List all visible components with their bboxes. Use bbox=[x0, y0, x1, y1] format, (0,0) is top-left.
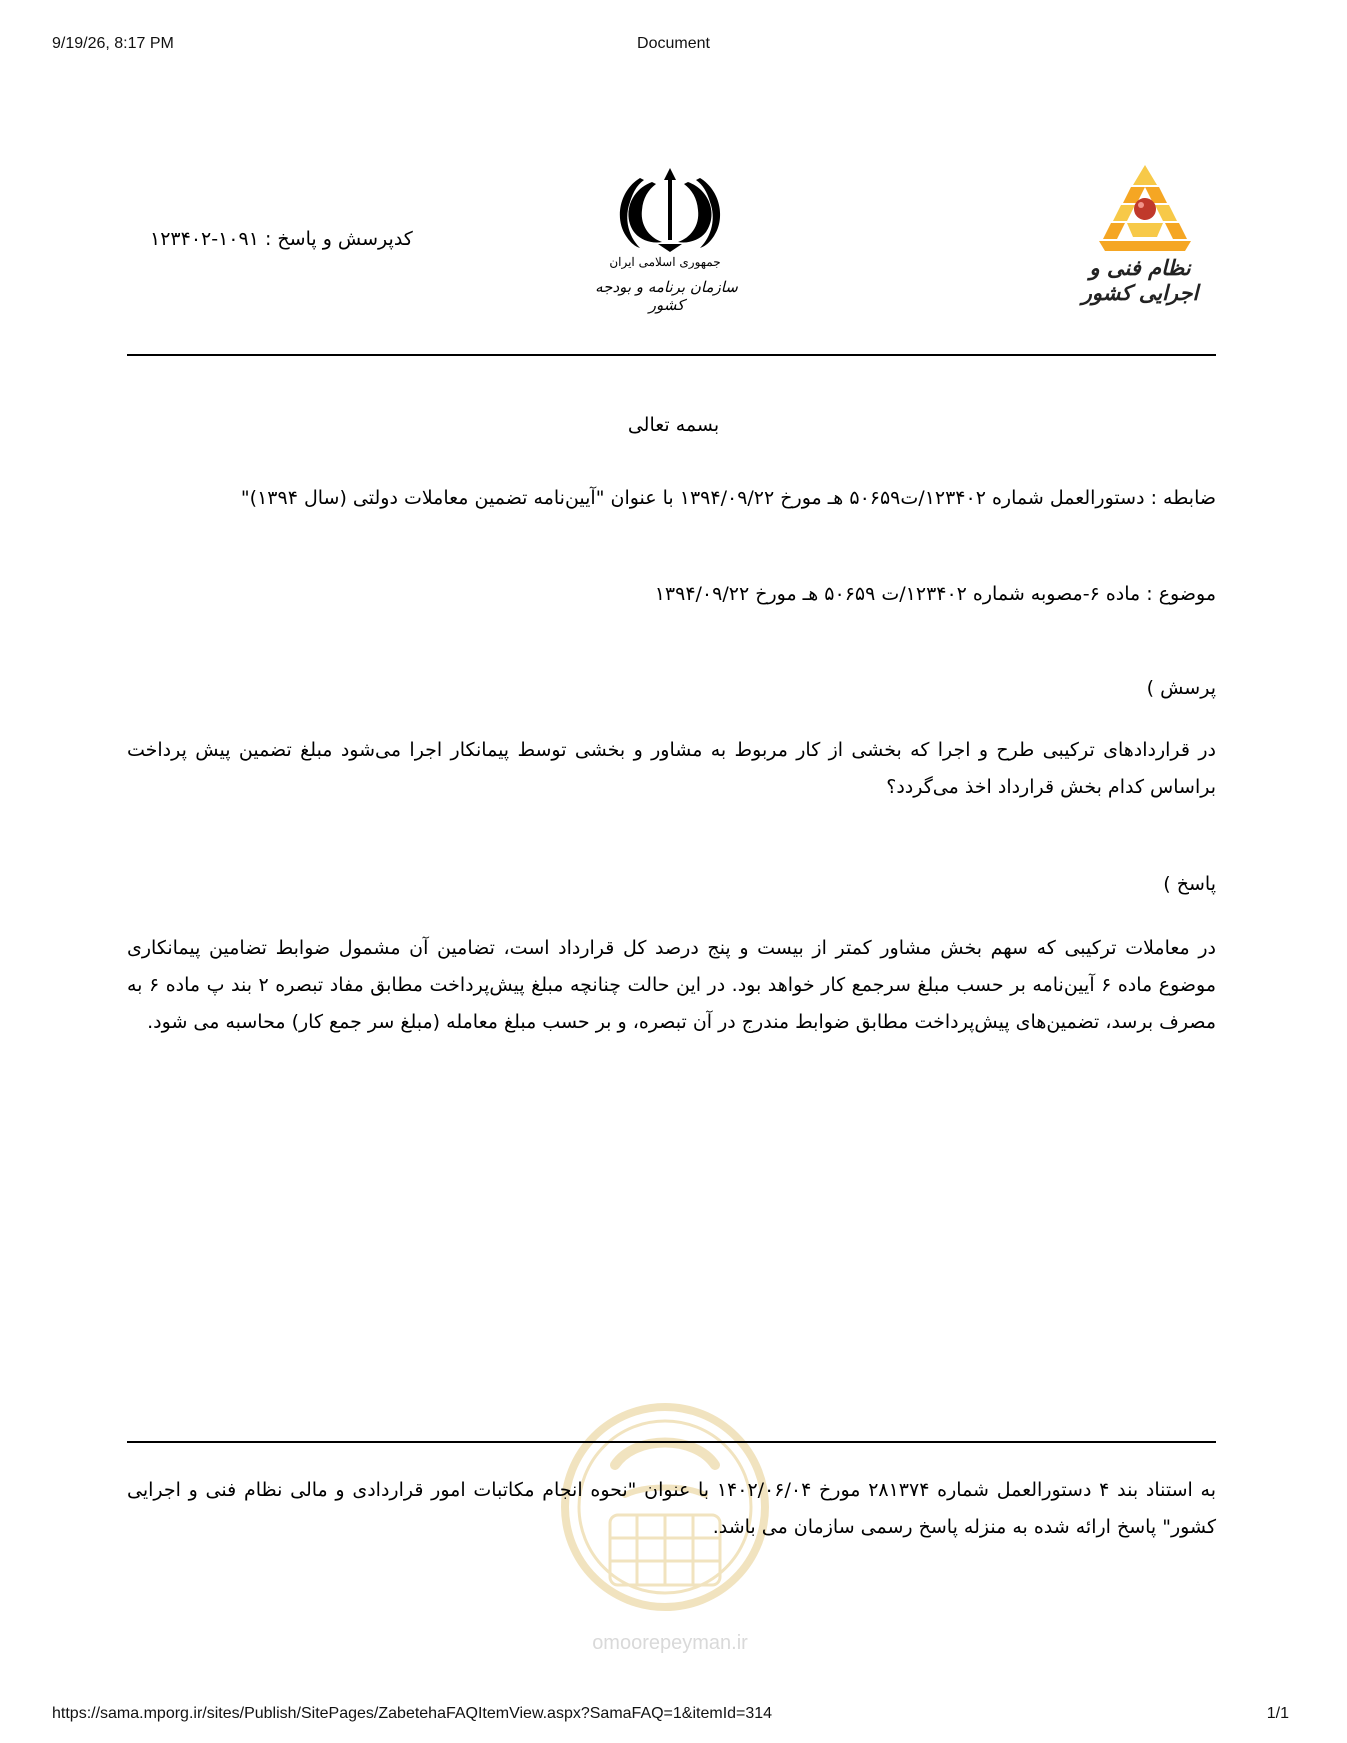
footer-divider bbox=[127, 1441, 1216, 1443]
print-datetime: 9/19/26, 8:17 PM bbox=[52, 35, 174, 52]
watermark-text: omoorepeyman.ir bbox=[592, 1632, 748, 1654]
print-page-number: 1/1 bbox=[1266, 1705, 1289, 1722]
question-text: در قراردادهای ترکیبی طرح و اجرا که بخشی از کار مربوط به مشاور و بخشی توسط پیمانکار اجرا می‌شود مبلغ تضمین پیش پرداخت براساس کدام بخش قرارداد اخذ می‌گردد؟ bbox=[127, 739, 1216, 798]
question-code: کدپرسش و پاسخ : ۱۰۹۱-۱۲۳۴۰۲ bbox=[150, 228, 413, 250]
footer-note: به استناد بند ۴ دستورالعمل شماره ۲۸۱۳۷۴ مورخ ۱۴۰۲/۰۶/۰۴ با عنوان "نحوه انجام مکاتبات امور قراردادی و مالی نظام فنی و اجرایی کشور" پاسخ ارائه شده به منزله پاسخ رسمی سازمان می باشد. bbox=[127, 1479, 1216, 1538]
bismillah-heading: بسمه تعالی bbox=[627, 414, 720, 436]
header-divider bbox=[127, 354, 1216, 356]
print-title: Document bbox=[637, 35, 710, 52]
question-label: پرسش ) bbox=[1146, 677, 1216, 699]
subject-line: موضوع : ماده ۶-مصوبه شماره ۱۲۳۴۰۲/ت ۵۰۶۵۹ هـ مورخ ۱۳۹۴/۰۹/۲۲ bbox=[654, 583, 1216, 605]
technical-system-logo-icon bbox=[1085, 163, 1205, 253]
emblem-caption-organization: سازمان برنامه و بودجه کشور bbox=[595, 278, 738, 314]
criteria-line: ضابطه : دستورالعمل شماره ۱۲۳۴۰۲/ت۵۰۶۵۹ هـ مورخ ۱۳۹۴/۰۹/۲۲ با عنوان "آیین‌نامه تضمین معاملات دولتی (سال ۱۳۹۴)" bbox=[240, 487, 1216, 509]
answer-text: در معاملات ترکیبی که سهم بخش مشاور کمتر از بیست و پنج درصد کل قرارداد است، تضامین آن مشمول ضوابط تضامین پیمانکاری موضوع ماده ۶ آیین‌نامه بر حسب مبلغ سرجمع کار خواهد بود. در این حالت چنانچه مبلغ پیش‌پرداخت مطابق مفاد تبصره ۲ بند پ ماده ۶ به مصرف برسد، تضمین‌های پیش‌پرداخت مطابق ضوابط مندرج در آن تبصره، و بر حسب مبلغ معامله (مبلغ سر جمع کار) محاسبه می شود. bbox=[127, 937, 1217, 1033]
logo-caption: نظام فنی و اجرایی کشور bbox=[1081, 255, 1199, 305]
emblem-caption-country: جمهوری اسلامی ایران bbox=[609, 255, 721, 269]
print-url: https://sama.mporg.ir/sites/Publish/SitePages/ZabetehaFAQItemView.aspx?SamaFAQ=1&itemId=314 bbox=[52, 1705, 773, 1722]
answer-label: پاسخ ) bbox=[1163, 873, 1216, 895]
